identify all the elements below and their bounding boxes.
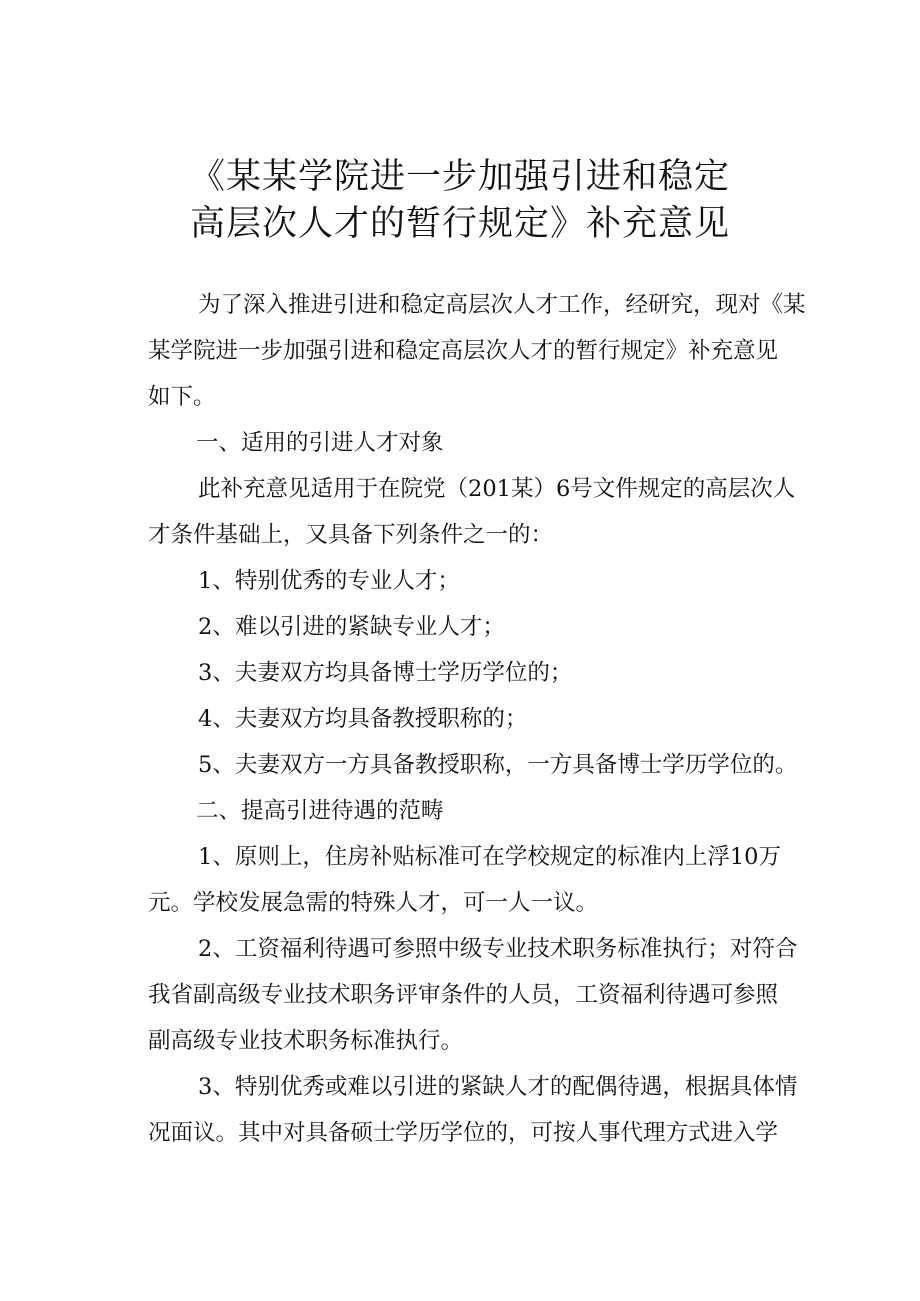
section-2-item-3-line-1: 3、特别优秀或难以引进的紧缺人才的配偶待遇，根据具体情 — [198, 1074, 798, 1100]
section-2-item-3-line-2: 况面议。其中对具备硕士学历学位的，可按人事代理方式进入学 — [148, 1120, 779, 1146]
section-2-item-2-line-2: 我省副高级专业技术职务评审条件的人员，工资福利待遇可参照 — [148, 982, 779, 1008]
section-2-heading: 二、提高引进待遇的范畴 — [196, 798, 444, 824]
section-2-item-1-line-2: 元。学校发展急需的特殊人才，可一人一议。 — [148, 890, 599, 916]
section-2-item-2-line-3: 副高级专业技术职务标准执行。 — [148, 1028, 464, 1054]
section-1-item-2: 2、难以引进的紧缺专业人才； — [198, 614, 505, 640]
section-1-item-1: 1、特别优秀的专业人才； — [198, 568, 460, 594]
section-1-item-3: 3、夫妻双方均具备博士学历学位的； — [198, 660, 573, 686]
section-1-heading: 一、适用的引进人才对象 — [196, 430, 444, 456]
section-2-item-2-line-1: 2、工资福利待遇可参照中级专业技术职务标准执行；对符合 — [198, 936, 798, 962]
section-1-para-line-1: 此补充意见适用于在院党（201某）6号文件规定的高层次人 — [198, 476, 796, 502]
document-title-line-1: 《某某学院进一步加强引进和稳定 — [189, 157, 730, 197]
section-1-item-5: 5、夫妻双方一方具备教授职称，一方具备博士学历学位的。 — [198, 752, 798, 778]
intro-line-3: 如下。 — [148, 384, 216, 410]
section-2-item-1-line-1: 1、原则上，住房补贴标准可在学校规定的标准内上浮10万 — [198, 844, 781, 870]
section-1-item-4: 4、夫妻双方均具备教授职称的； — [198, 706, 528, 732]
document-title-line-2: 高层次人才的暂行规定》补充意见 — [189, 204, 730, 244]
intro-line-1: 为了深入推进引进和稳定高层次人才工作，经研究，现对《某 — [198, 292, 806, 318]
intro-line-2: 某学院进一步加强引进和稳定高层次人才的暂行规定》补充意见 — [148, 338, 779, 364]
section-1-para-line-2: 才条件基础上，又具备下列条件之一的： — [148, 522, 554, 548]
